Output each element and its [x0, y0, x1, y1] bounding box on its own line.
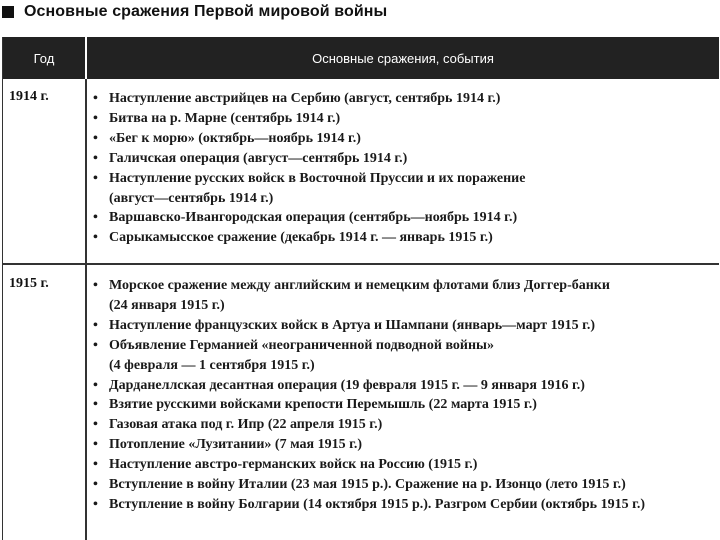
list-item: • Газовая атака под г. Ипр (22 апреля 1915 г.)	[93, 417, 383, 433]
row-divider	[3, 263, 719, 265]
title-square-icon	[2, 6, 14, 18]
list-item: • Взятие русскими войсками крепости Перемышль (22 марта 1915 г.)	[93, 397, 537, 413]
list-item: • Вступление в войну Болгарии (14 октября 1915 р.). Разгром Сербии (октябрь 1915 г.)	[93, 496, 646, 512]
year-cell-1914: 1914 г.	[9, 89, 49, 104]
list-item: • Сарыкамысское сражение (декабрь 1914 г. — январь 1915 г.)	[93, 230, 493, 246]
list-item: • Наступление русских войск в Восточной Пруссии и их поражение (август—сентябрь 1914 г.)	[93, 170, 526, 206]
battles-table	[2, 37, 720, 540]
header-year: Год	[33, 50, 55, 66]
table-header	[3, 37, 719, 79]
title-row	[2, 0, 387, 24]
list-item: • Морское сражение между английским и немецким флотами близ Доггер-банки (24 января 1915 г.)	[93, 278, 610, 313]
list-item: • Галичская операция (август—сентябрь 1914 г.)	[93, 150, 408, 166]
list-item: • Наступление французских войск в Артуа и Шампани (январь—март 1915 г.)	[93, 317, 596, 333]
list-item: • Дарданеллская десантная операция (19 февраля 1915 г. — 9 января 1916 г.)	[93, 377, 585, 393]
events-list-1915	[91, 276, 716, 515]
list-item: • Варшавско-Ивангородская операция (сентябрь—ноябрь 1914 г.)	[93, 210, 518, 226]
list-item: • Битва на р. Марне (сентябрь 1914 г.)	[93, 110, 341, 126]
list-item: • Наступление австро-германских войск на Россию (1915 г.)	[93, 457, 478, 473]
list-item: • Объявление Германией «неограниченной подводной войны» (4 февраля — 1 сентября 1915 г.)	[93, 337, 494, 373]
list-item: • Вступление в войну Италии (23 мая 1915 р.). Сражение на р. Изонцо (лето 1915 г.)	[93, 477, 626, 493]
list-item: • Потопление «Лузитании» (7 мая 1915 г.)	[93, 437, 363, 453]
header-events: Основные сражения, события	[312, 50, 494, 66]
column-divider	[85, 79, 87, 540]
events-list-1914	[91, 89, 716, 248]
list-item: • Наступление австрийцев на Сербию (август, сентябрь 1914 г.)	[93, 91, 501, 106]
year-cell-1915: 1915 г.	[9, 276, 49, 291]
page-title: Основные сражения Первой мировой войны	[24, 3, 388, 20]
list-item: • «Бег к морю» (октябрь—ноябрь 1914 г.)	[93, 130, 361, 146]
